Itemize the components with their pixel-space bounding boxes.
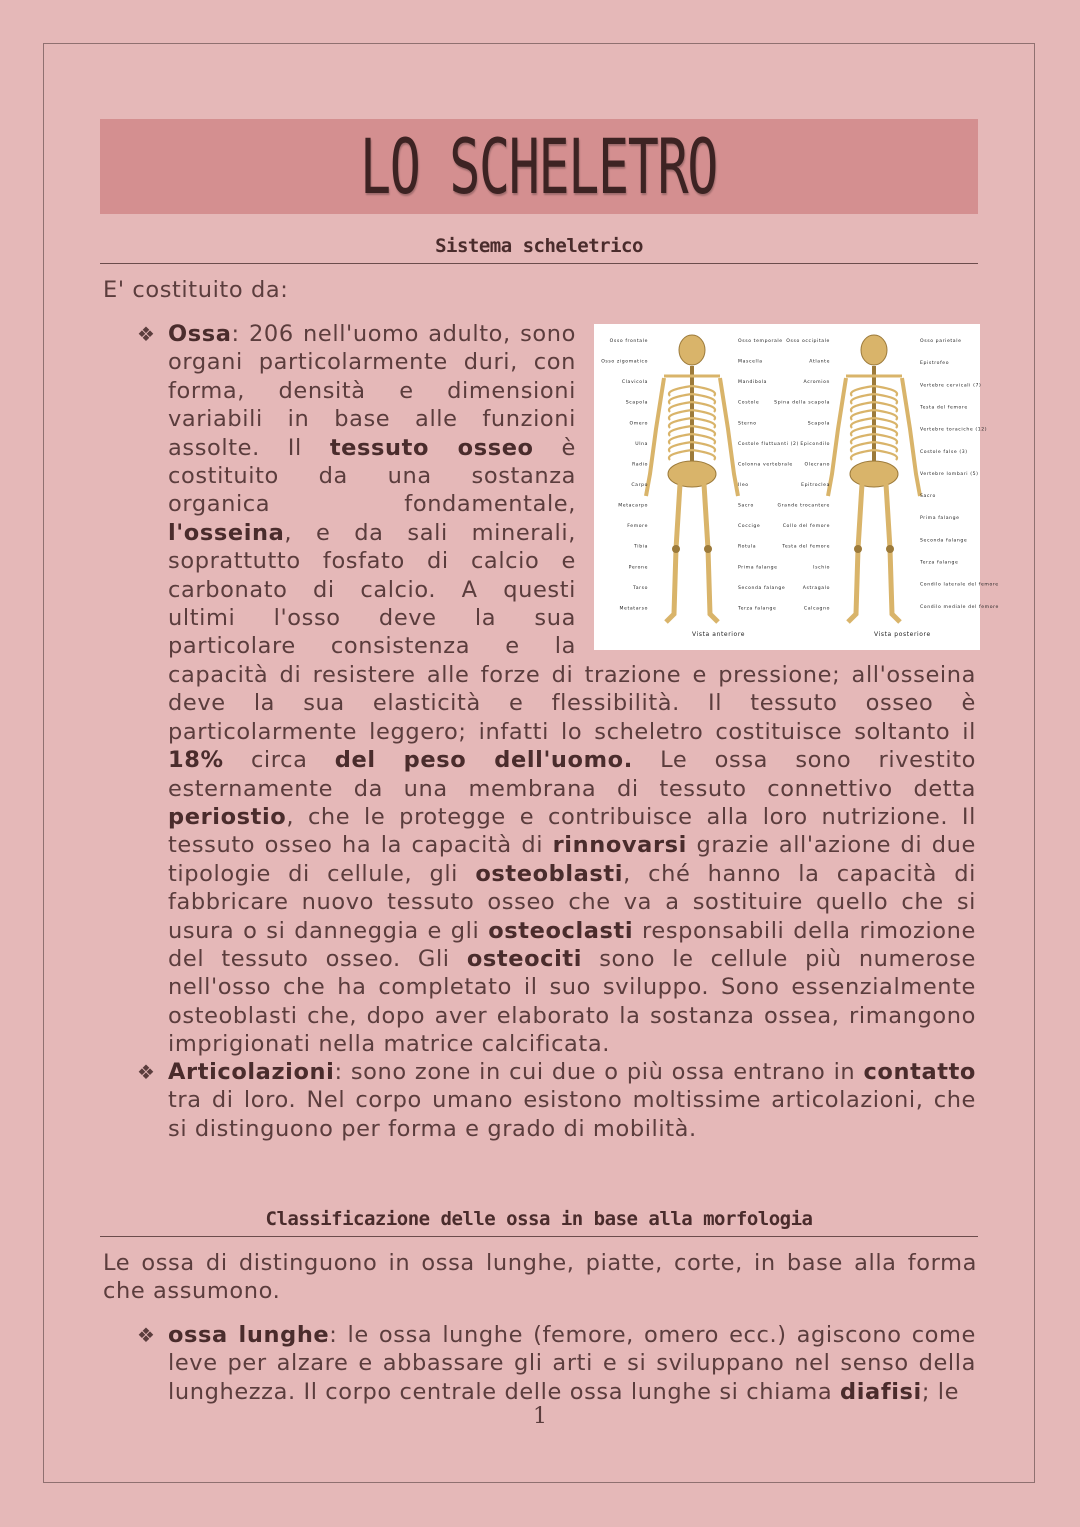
skeleton-label: Testa del femore	[920, 405, 968, 411]
skeleton-label: Colonna vertebrale	[738, 462, 793, 468]
skeleton-label: Terza falange	[920, 560, 959, 566]
rib-bone	[669, 450, 692, 460]
skeleton-label: Testa del femore	[782, 544, 830, 550]
bold-term: Ossa	[168, 321, 232, 347]
text-run: è costituito da una sostanza organica fondamentale,	[168, 434, 576, 518]
text-run: , che le protegge e contribuisce alla loro nutrizione. Il tessuto osseo ha la capacità di	[168, 803, 976, 859]
skeleton-label: Scapola	[807, 421, 830, 427]
bold-term: l'osseina	[168, 519, 285, 546]
bold-term: rinnovarsi	[552, 832, 687, 859]
skeleton-label: Perone	[628, 565, 648, 571]
text-run: Le ossa sono rivestito esternamente da una membrana di tessuto connettivo detta	[168, 747, 976, 802]
skeleton-label: Rotula	[738, 544, 757, 550]
bullet-articolazioni	[168, 1058, 976, 1143]
text-run: , e da sali minerali, soprattutto fosfato di calcio e carbonato di calcio. A questi ultimi l'osso deve la sua particolare consistenza e la capacità di resistere alle forze di trazione e pressione; all'osseina deve la sua elasticità e flessibilità. Il tessuto osseo è particolarmente leggero; infatti lo scheletro costituisce soltanto il	[168, 519, 976, 745]
skeleton-label: Osso temporale	[738, 339, 783, 344]
knee-joint	[672, 545, 680, 553]
text-run: grazie all'azione di due tipologie di cellule, gli	[168, 832, 976, 887]
skeleton-label: Epitroclea	[801, 483, 830, 488]
skeleton-label: Radio	[632, 462, 648, 468]
knee-joint	[854, 545, 862, 553]
skeleton-label: Metacarpo	[618, 503, 648, 509]
skeleton-diagram	[594, 324, 999, 650]
skull-icon	[861, 335, 887, 365]
arm-bone	[646, 378, 664, 496]
skeleton-label: Calcagno	[803, 606, 830, 612]
skeleton-label: Vertebre cervicali (7)	[920, 383, 982, 389]
skeleton-label: Sacro	[738, 503, 754, 509]
classification-intro: Le ossa di distinguono in ossa lunghe, piatte, corte, in base alla forma che assumono.	[103, 1250, 977, 1305]
leg-bone	[666, 484, 680, 622]
skeleton-label: Condilo mediale del femore	[920, 604, 999, 610]
ossa-lunghe-text	[168, 1322, 976, 1405]
skeleton-label: Mascella	[738, 359, 763, 365]
bold-term: Articolazioni	[168, 1059, 335, 1085]
pelvis-bone	[850, 461, 898, 487]
bullet-ossa-lunghe	[168, 1321, 976, 1406]
skeleton-label: Seconda falange	[738, 585, 786, 591]
bold-term: del peso dell'uomo.	[334, 747, 633, 774]
page-number: 1	[533, 1404, 547, 1429]
skeleton-label: Osso occipitale	[786, 339, 830, 344]
leg-bone	[886, 484, 900, 622]
back-view-caption: Vista posteriore	[874, 631, 931, 638]
text-run: : sono zone in cui due o più ossa entrano in	[334, 1059, 864, 1085]
skeleton-label: Femore	[627, 524, 648, 530]
rib-bone	[692, 450, 715, 460]
skull-icon	[679, 335, 705, 365]
bold-term: osteoblasti	[475, 860, 624, 887]
text-run: responsabili della rimozione del tessuto osseo. Gli	[168, 917, 976, 972]
arm-bone	[902, 378, 920, 496]
articolazioni-text	[168, 1059, 976, 1142]
diamond-bullet-icon: ❖	[137, 322, 155, 346]
text-run: : 206 nell'uomo adulto, sono organi particolarmente duri, con forma, densità e dimensioni variabili in base alle funzioni assolte. Il	[168, 321, 576, 461]
skeleton-label: Sterno	[738, 421, 757, 427]
title-banner	[100, 119, 978, 214]
skeleton-label: Osso frontale	[609, 339, 648, 344]
skeleton-label: Ileo	[738, 483, 749, 488]
text-run: sono le cellule più numerose nell'osso che ha completato il suo sviluppo. Sono essenzialmente osteoblasti che, dopo aver elaborato la sostanza ossea, rimangono imprigionati nella matrice calcificata.	[168, 945, 976, 1058]
leg-bone	[848, 484, 862, 622]
skeleton-label: Spina della scapola	[774, 400, 830, 406]
skeleton-label: Osso parietale	[920, 339, 962, 344]
arm-bone	[720, 378, 738, 496]
skeleton-label: Astragalo	[802, 585, 830, 591]
text-run: tra di loro. Nel corpo umano esistono moltissime articolazioni, che si distinguono per forma e grado di mobilità.	[168, 1087, 976, 1142]
skeleton-label: Omero	[629, 421, 648, 427]
bold-term: osteociti	[466, 945, 583, 972]
front-view-caption: Vista anteriore	[692, 631, 746, 638]
text-run: ; le	[921, 1378, 960, 1405]
intro-text: E' costituito da:	[103, 277, 289, 303]
diamond-bullet-icon: ❖	[137, 1060, 155, 1084]
skeleton-label: Condilo laterale del femore	[920, 582, 999, 588]
leg-bone	[704, 484, 718, 622]
skeleton-label: Mandibola	[738, 380, 768, 386]
knee-joint	[704, 545, 712, 553]
bold-term: ossa lunghe	[168, 1322, 330, 1348]
bold-term: tessuto osseo	[329, 434, 534, 461]
skeleton-label: Seconda falange	[920, 538, 968, 544]
arm-bone	[828, 378, 846, 496]
skeleton-label: Carpo	[631, 483, 648, 488]
skeleton-label: Olecrano	[804, 462, 830, 468]
bullet-ossa	[168, 320, 999, 1059]
skeleton-label: Osso zigomatico	[601, 359, 648, 365]
skeleton-label: Tarso	[633, 585, 648, 591]
skeleton-label: Prima falange	[738, 565, 778, 571]
bold-term: 18%	[168, 747, 224, 774]
bold-term: osteoclasti	[488, 917, 634, 944]
text-run: circa	[223, 747, 335, 774]
skeleton-label: Coccige	[738, 524, 761, 530]
skeleton-label: Terza falange	[738, 606, 777, 612]
skeleton-figure	[594, 324, 999, 650]
skeleton-label: Collo del femore	[782, 524, 830, 530]
skeleton-label: Atlante	[809, 359, 830, 365]
skeleton-label: Vertebre toraciche (12)	[920, 427, 988, 433]
skeleton-label: Ulna	[635, 441, 648, 447]
skeleton-label: Grande trocantere	[777, 503, 830, 509]
diamond-bullet-icon: ❖	[137, 1323, 155, 1347]
skeleton-label: Metatarso	[619, 606, 648, 612]
section-heading-skeletal-system: Sistema scheletrico	[100, 233, 978, 264]
rib-bone	[851, 450, 874, 460]
skeleton-label: Scapola	[625, 400, 648, 406]
skeleton-label: Clavicola	[621, 380, 648, 386]
skeleton-label: Vertebre lombari (5)	[920, 471, 979, 477]
skeleton-label: Epistrofeo	[920, 361, 950, 367]
skeleton-label: Costole	[738, 400, 760, 406]
skeleton-label: Ischio	[813, 565, 830, 571]
text-run: , ché hanno la capacità di fabbricare nuovo tessuto osseo che va a sostituire quello che si usura o si danneggia e gli	[168, 860, 977, 944]
bold-term: diafisi	[840, 1378, 922, 1405]
bold-term: periostio	[168, 803, 287, 830]
rib-bone	[874, 450, 897, 460]
text-run: : le ossa lunghe (femore, omero ecc.) agiscono come leve per alzare e abbassare gli arti e si sviluppano nel senso della lunghezza. Il corpo centrale delle ossa lunghe si chiama	[168, 1322, 976, 1405]
pelvis-bone	[668, 461, 716, 487]
bold-term: contatto	[863, 1059, 976, 1085]
section-heading-bone-classification: Classificazione delle ossa in base alla morfologia	[100, 1206, 978, 1237]
page-title: LO SCHELETRO	[360, 122, 718, 211]
skeleton-label: Epicondilo	[800, 441, 830, 447]
skeleton-label: Acromion	[803, 380, 830, 386]
skeleton-label: Costole fluttuanti (2)	[738, 441, 799, 447]
skeleton-label: Prima falange	[920, 516, 960, 522]
skeleton-label: Tibia	[634, 544, 648, 550]
skeleton-label: Sacro	[920, 494, 936, 500]
knee-joint	[886, 545, 894, 553]
skeleton-label: Costole false (3)	[920, 449, 968, 455]
